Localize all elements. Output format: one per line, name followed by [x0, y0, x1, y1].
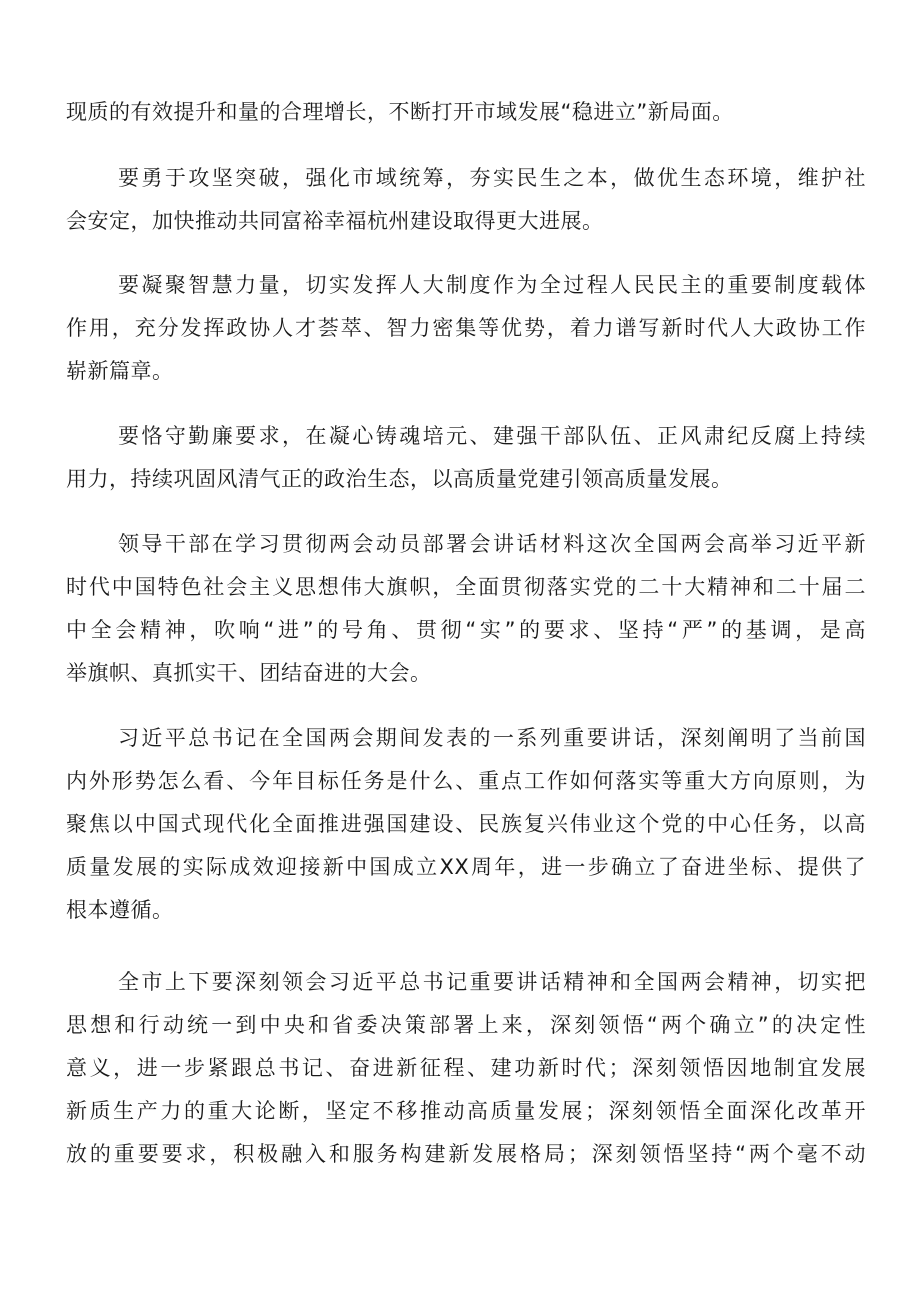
- text-line: 中全会精神，吹响“进”的号角、贯彻“实”的要求、坚持“严”的基调，是高: [66, 618, 866, 642]
- text-line: 放的重要要求，积极融入和服务构建新发展格局；深刻领悟坚持“两个毫不动: [66, 1142, 866, 1166]
- text-line: 内外形势怎么看、今年目标任务是什么、重点工作如何落实等重大方向原则，为: [66, 769, 866, 793]
- text-line: 要恪守勤廉要求，在凝心铸魂培元、建强干部队伍、正风肃纪反腐上持续: [118, 424, 866, 448]
- text-line: 崭新篇章。: [66, 359, 174, 383]
- text-line: 作用，充分发挥政协人才荟萃、智力密集等优势，着力谱写新时代人大政协工作: [66, 316, 866, 340]
- text-line: 举旗帜、真抓实干、团结奋进的大会。: [66, 661, 432, 685]
- text-line: 要勇于攻坚突破，强化市域统筹，夯实民生之本，做优生态环境，维护社: [118, 166, 866, 190]
- text-line: 质量发展的实际成效迎接新中国成立XX周年，进一步确立了奋进坐标、提供了: [66, 855, 866, 879]
- text-line: 领导干部在学习贯彻两会动员部署会讲话材料这次全国两会高举习近平新: [118, 532, 866, 556]
- text-line: 用力，持续巩固风清气正的政治生态，以高质量党建引领高质量发展。: [66, 467, 733, 491]
- text-line: 意义，进一步紧跟总书记、奋进新征程、建功新时代；深刻领悟因地制宜发展: [66, 1056, 866, 1080]
- text-line: 新质生产力的重大论断，坚定不移推动高质量发展；深刻领悟全面深化改革开: [66, 1099, 866, 1123]
- text-line: 时代中国特色社会主义思想伟大旗帜，全面贯彻落实党的二十大精神和二十届二: [66, 575, 866, 599]
- text-line: 聚焦以中国式现代化全面推进强国建设、民族复兴伟业这个党的中心任务，以高: [66, 812, 866, 836]
- text-line: 全市上下要深刻领会习近平总书记重要讲话精神和全国两会精神，切实把: [118, 970, 866, 994]
- text-line: 思想和行动统一到中央和省委决策部署上来，深刻领悟“两个确立”的决定性: [66, 1013, 866, 1037]
- text-line: 习近平总书记在全国两会期间发表的一系列重要讲话，深刻阐明了当前国: [118, 726, 866, 750]
- text-line: 现质的有效提升和量的合理增长，不断打开市域发展“稳进立”新局面。: [66, 100, 734, 124]
- text-line: 会安定，加快推动共同富裕幸福杭州建设取得更大进展。: [66, 209, 604, 233]
- text-line: 根本遵循。: [66, 898, 174, 922]
- text-line: 要凝聚智慧力量，切实发挥人大制度作为全过程人民民主的重要制度载体: [118, 273, 866, 297]
